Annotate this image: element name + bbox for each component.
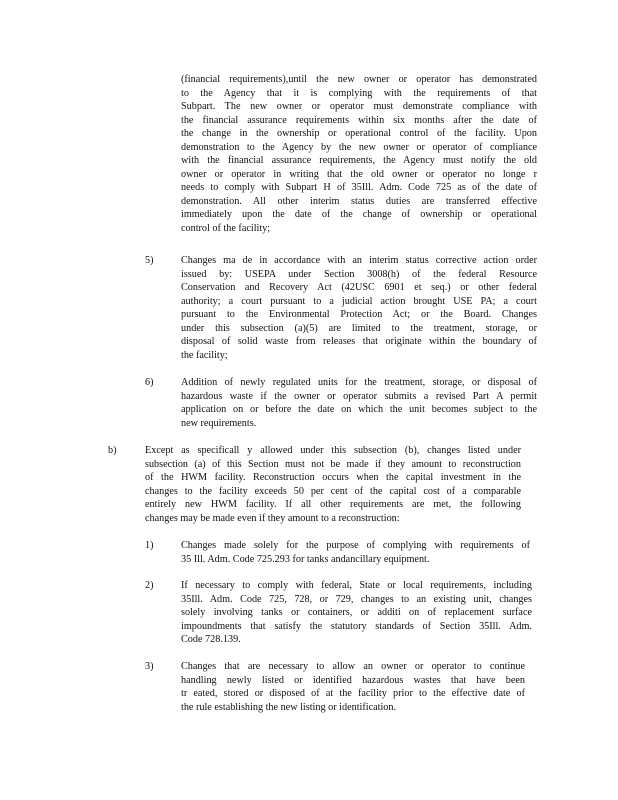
text-line: immediately upon the date of the change of ownership or operational (181, 209, 537, 220)
text-line: the facility; (181, 349, 228, 361)
text-line: (financial requirements),until the new owner or operator has demonstrated (181, 74, 537, 85)
item-marker-b1: 1) (145, 540, 154, 551)
text-line: application on or before the date on which the unit becomes subject to the (181, 404, 537, 415)
text-line: impoundments that satisfy the statutory standards of Section 35Ill. Adm. (181, 620, 532, 632)
text-line: the rule establishing the new listing or identification. (181, 701, 397, 713)
text-line: Changes made solely for the purpose of complying with requirements of (181, 540, 530, 551)
text-line: new requirements. (181, 417, 257, 429)
paragraph-b1 (181, 539, 530, 566)
item-marker-b3: 3) (145, 661, 154, 672)
text-line: hazardous waste if the owner or operator submits a revised Part A permit (181, 390, 537, 402)
item-marker-a6: 6) (145, 377, 154, 388)
text-line: subsection (a) of this Section must not be made if they amount to reconstruction (145, 458, 521, 470)
text-line: control of the facility; (181, 222, 271, 234)
text-line: under this subsection (a)(5) are limited to the treatment, storage, or (181, 322, 537, 334)
text-line: to the Agency that it is complying with the requirements of that (181, 87, 537, 99)
text-line: 35Ill. Adm. Code 725, 728, or 729, changes to an existing unit, changes (181, 593, 532, 605)
item-marker-a5: 5) (145, 255, 154, 266)
text-line: entirely new HWM facility. If all other requirements are met, the following (145, 499, 521, 510)
text-line: 35 Ill. Adm. Code 725.293 for tanks andancillary equipment. (181, 553, 430, 565)
text-line: Changes ma de in accordance with an interim status corrective action order (181, 255, 537, 266)
text-line: demonstration. All other interim status duties are transferred effective (181, 195, 537, 207)
item-marker-b2: 2) (145, 580, 154, 591)
text-line: Changes that are necessary to allow an owner or operator to continue (181, 661, 525, 672)
item-marker-b: b) (108, 445, 117, 456)
text-line: owner or operator in writing that the old owner or operator no longe r (181, 168, 537, 180)
text-line: solely involving tanks or containers, or additi on of replacement surface (181, 607, 532, 618)
text-line: needs to comply with Subpart H of 35Ill. Adm. Code 725 as of the date of (181, 182, 537, 193)
paragraph-b2 (181, 579, 532, 647)
text-line: If necessary to comply with federal, State or local requirements, including (181, 580, 532, 591)
text-line: pursuant to the Environmental Protection Act; or the Board. Changes (181, 309, 537, 320)
text-line: Except as specificall y allowed under this subsection (b), changes listed under (145, 445, 521, 456)
text-line: changes to the facility exceeds 50 per cent of the capital cost of a comparable (145, 485, 521, 497)
text-line: disposal of solid waste from releases that originate within the boundary of (181, 336, 537, 347)
paragraph-a5 (181, 254, 537, 362)
text-line: Subpart. The new owner or operator must demonstrate compliance with (181, 101, 537, 112)
paragraph-b3 (181, 660, 525, 714)
text-line: Code 728.139. (181, 634, 241, 645)
text-line: Addition of newly regulated units for the treatment, storage, or disposal of (181, 377, 537, 388)
paragraph-b (145, 444, 521, 525)
text-line: Conservation and Recovery Act (42USC 6901 et seq.) or other federal (181, 282, 537, 293)
paragraph-a6 (181, 376, 537, 430)
text-line: changes may be made even if they amount to a reconstruction: (145, 512, 400, 524)
text-line: the financial assurance requirements within six months after the date of (181, 114, 537, 126)
text-line: authority; a court pursuant to a judicial action brought USE PA; a court (181, 295, 537, 307)
paragraph-continuation (181, 73, 537, 235)
text-line: handling newly listed or identified hazardous wastes that have been (181, 674, 525, 686)
text-line: with the financial assurance requirements, the Agency must notify the old (181, 155, 537, 166)
text-line: demonstration to the Agency by the new owner or operator of compliance (181, 141, 537, 153)
text-line: the change in the ownership or operational control of the facility. Upon (181, 128, 537, 139)
text-line: tr eated, stored or disposed of at the facility prior to the effective date of (181, 688, 525, 699)
text-line: of the HWM facility. Reconstruction occurs when the capital investment in the (145, 472, 521, 483)
text-line: issued by: USEPA under Section 3008(h) of the federal Resource (181, 268, 537, 280)
